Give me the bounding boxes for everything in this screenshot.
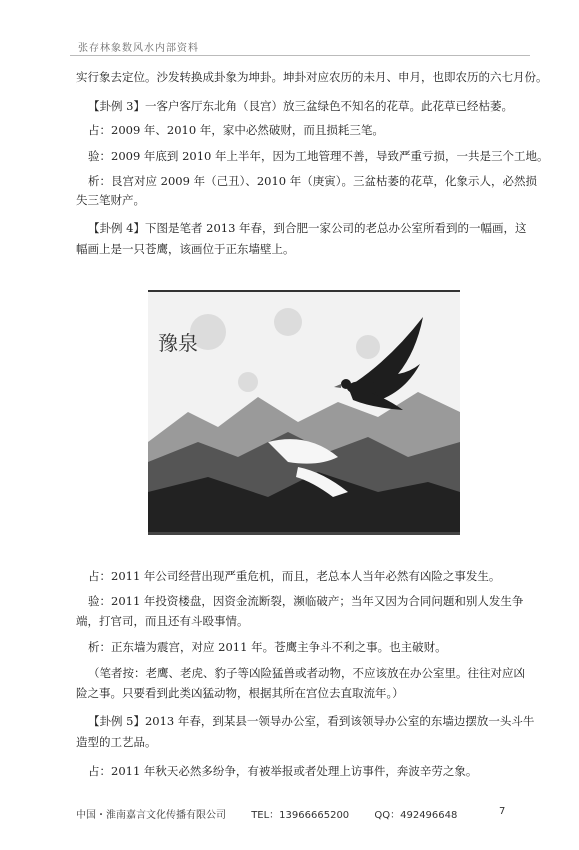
paragraph-1: 实行象去定位。沙发转换成卦象为坤卦。坤卦对应农历的未月、申月，也即农历的六七月份。 [76,70,548,84]
paragraph-5: 析：艮宫对应 2009 年（己丑）、2010 年（庚寅）。三盆枯萎的花草，化象示人，必然损 [88,174,537,188]
paragraph-16: 造型的工艺品。 [76,735,157,749]
footer-qq: QQ：492496648 [374,810,458,821]
paragraph-6: 失三笔财产。 [76,193,145,207]
page-header: 张存林象数风水内部资料 [78,43,199,54]
paragraph-3: 占：2009 年、2010 年，家中必然破财，而且损耗三笔。 [88,123,384,137]
page-number: 7 [499,806,506,817]
eagle-painting-image [148,290,460,535]
paragraph-17: 占：2011 年秋天必然多纷争，有被举报或者处理上访事件，奔波辛劳之象。 [88,764,478,778]
paragraph-9: 占：2011 年公司经营出现严重危机，而且，老总本人当年必然有凶险之事发生。 [88,569,501,583]
footer-company: 中国・淮南嘉言文化传播有限公司 [76,810,226,821]
painting-calligraphy: 豫泉 [158,331,198,355]
paragraph-11: 端，打官司，而且还有斗殴事情。 [76,614,249,628]
paragraph-2: 【卦例 3】一客户客厅东北角（艮宫）放三盆绿色不知名的花草。此花草已经枯萎。 [88,99,513,113]
paragraph-10: 验：2011 年投资楼盘，因资金流断裂，濒临破产；当年又因为合同问题和别人发生争 [88,594,524,608]
paragraph-15: 【卦例 5】2013 年春，到某县一领导办公室，看到该领导办公室的东墙边摆放一头斗牛 [88,714,535,728]
header-rule [70,55,530,56]
footer-tel: TEL：13966665200 [251,810,350,821]
paragraph-14: 险之事。只要看到此类凶猛动物，根据其所在宫位去直取流年。） [76,686,404,700]
page-footer [76,806,526,821]
paragraph-8: 幅画上是一只苍鹰，该画位于正东墙壁上。 [76,242,295,256]
paragraph-12: 析：正东墙为震宫，对应 2011 年。苍鹰主争斗不利之事。也主破财。 [88,640,447,654]
paragraph-4: 验：2009 年底到 2010 年上半年，因为工地管理不善，导致严重亏损，一共是三个工地。 [88,149,549,163]
paragraph-7: 【卦例 4】下图是笔者 2013 年春，到合肥一家公司的老总办公室所看到的一幅画，这 [88,221,527,235]
paragraph-13: （笔者按：老鹰、老虎、豹子等凶险猛兽或者动物，不应该放在办公室里。往往对应凶 [88,666,525,680]
eagle-painting-svg [148,292,460,532]
